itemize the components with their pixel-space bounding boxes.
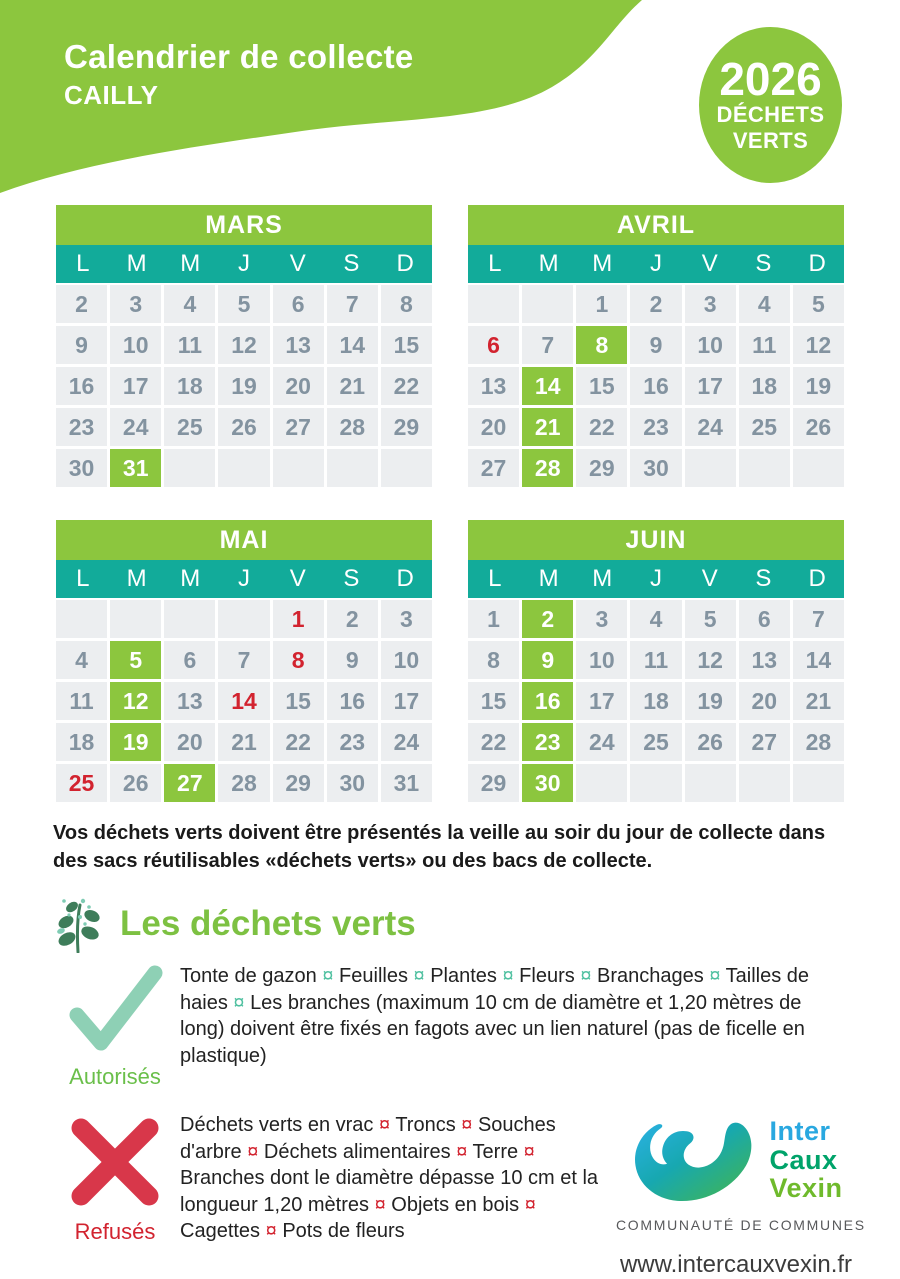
- list-item: Les branches (maximum 10 cm de diamètre et 1,20 mètres de long) doivent être fixés en fagots avec un lien naturel (pas de ficelle en plastique): [180, 991, 805, 1067]
- day-cell: 12: [793, 326, 844, 364]
- collection-day-cell: 21: [522, 408, 573, 446]
- day-cell: 8: [381, 285, 432, 323]
- empty-cell: [218, 600, 269, 638]
- day-cell: 18: [56, 723, 107, 761]
- day-cell: 13: [164, 682, 215, 720]
- refused-icon-column: [50, 1112, 180, 1245]
- day-cell: 7: [522, 326, 573, 364]
- logo-name-inter: Inter: [769, 1116, 831, 1147]
- day-cell: 25: [164, 408, 215, 446]
- day-cell: 19: [685, 682, 736, 720]
- day-cell: 5: [793, 285, 844, 323]
- website-url: www.intercauxvexin.fr: [619, 1251, 853, 1278]
- weekday-label: M: [592, 250, 613, 277]
- refused-label: Refusés: [74, 1219, 156, 1244]
- empty-cell: [793, 764, 844, 802]
- list-item: Fleurs: [519, 965, 575, 987]
- item-separator: ¤: [502, 965, 514, 987]
- day-cell: 17: [685, 367, 736, 405]
- day-cell: 7: [793, 600, 844, 638]
- day-cell: 20: [739, 682, 790, 720]
- list-item: Souches d'arbre: [180, 1114, 556, 1163]
- day-cell: 20: [468, 408, 519, 446]
- item-separator: ¤: [523, 1140, 535, 1163]
- day-cell: 8: [468, 641, 519, 679]
- logo-top: [616, 1112, 856, 1208]
- day-cell: 1: [468, 600, 519, 638]
- day-cell: 22: [273, 723, 324, 761]
- day-cell: 11: [630, 641, 681, 679]
- year-badge: [699, 27, 842, 183]
- day-cell: 20: [273, 367, 324, 405]
- intercauxvexin-logo-icon: [629, 1112, 759, 1208]
- day-cell: 10: [110, 326, 161, 364]
- weekday-label: M: [126, 250, 147, 277]
- day-cell: 17: [381, 682, 432, 720]
- day-cell: 10: [381, 641, 432, 679]
- weekday-label: V: [701, 250, 718, 277]
- notice-text: Vos déchets verts doivent être présentés la veille au soir du jour de collecte dans des sacs réutilisables «déchets verts» ou des bacs de collecte.: [53, 822, 826, 872]
- day-cell: 19: [793, 367, 844, 405]
- allowed-block: [50, 961, 900, 1090]
- day-cell: 18: [630, 682, 681, 720]
- day-cell: 27: [739, 723, 790, 761]
- day-cell: 19: [218, 367, 269, 405]
- day-cell: 13: [468, 367, 519, 405]
- day-cell: 11: [739, 326, 790, 364]
- day-cell: 28: [793, 723, 844, 761]
- day-cell: 23: [630, 408, 681, 446]
- empty-cell: [327, 449, 378, 487]
- item-separator: ¤: [456, 1140, 468, 1163]
- day-cell: 29: [468, 764, 519, 802]
- weekday-label: M: [538, 250, 559, 277]
- weekday-header: [468, 560, 844, 598]
- day-cell: 2: [56, 285, 107, 323]
- empty-cell: [793, 449, 844, 487]
- collection-day-cell: 30: [522, 764, 573, 802]
- weekday-label: S: [343, 250, 360, 277]
- badge-dechets: DÉCHETS: [716, 102, 825, 128]
- holiday-day-cell: 8: [273, 641, 324, 679]
- day-cell: 12: [218, 326, 269, 364]
- list-item: Cagettes: [180, 1220, 261, 1243]
- month-mai: [56, 520, 432, 802]
- item-separator: ¤: [461, 1114, 473, 1136]
- day-cell: 21: [793, 682, 844, 720]
- weekday-label: J: [237, 565, 250, 592]
- weekday-header: [56, 560, 432, 598]
- collection-day-cell: 5: [110, 641, 161, 679]
- empty-cell: [381, 449, 432, 487]
- item-separator: ¤: [247, 1140, 259, 1163]
- collection-day-cell: 31: [110, 449, 161, 487]
- day-cell: 14: [793, 641, 844, 679]
- day-cell: 25: [739, 408, 790, 446]
- day-cell: 5: [218, 285, 269, 323]
- month-grid: [56, 283, 432, 487]
- empty-cell: [739, 449, 790, 487]
- day-cell: 31: [381, 764, 432, 802]
- day-cell: 26: [793, 408, 844, 446]
- day-cell: 4: [164, 285, 215, 323]
- empty-cell: [739, 764, 790, 802]
- plant-sprig-icon: [52, 895, 104, 953]
- day-cell: 26: [218, 408, 269, 446]
- day-cell: 24: [576, 723, 627, 761]
- day-cell: 22: [468, 723, 519, 761]
- page-title: Calendrier de collecte: [64, 38, 414, 75]
- empty-cell: [56, 600, 107, 638]
- list-item: Branches dont le diamètre dépasse 10 cm et la longueur 1,20 mètres: [180, 1167, 599, 1216]
- collection-day-cell: 23: [522, 723, 573, 761]
- weekday-label: M: [180, 565, 201, 592]
- refused-block: [50, 1112, 900, 1279]
- day-cell: 10: [576, 641, 627, 679]
- allowed-icon-column: [50, 961, 180, 1090]
- day-cell: 3: [685, 285, 736, 323]
- day-cell: 3: [576, 600, 627, 638]
- collection-day-cell: 27: [164, 764, 215, 802]
- list-item: Tonte de gazon: [180, 965, 317, 987]
- empty-cell: [164, 600, 215, 638]
- cross-icon: [65, 1112, 165, 1212]
- month-grid: [56, 598, 432, 802]
- day-cell: 17: [110, 367, 161, 405]
- day-cell: 12: [685, 641, 736, 679]
- weekday-label: L: [76, 250, 90, 277]
- day-cell: 22: [576, 408, 627, 446]
- collection-day-cell: 14: [522, 367, 573, 405]
- empty-cell: [685, 449, 736, 487]
- day-cell: 9: [630, 326, 681, 364]
- day-cell: 29: [381, 408, 432, 446]
- day-cell: 15: [273, 682, 324, 720]
- refused-items: [180, 1112, 612, 1245]
- weekday-label: V: [701, 565, 718, 592]
- month-title: MARS: [56, 205, 432, 245]
- list-item: Troncs: [395, 1114, 456, 1136]
- weekday-label: D: [396, 250, 414, 277]
- section-title: Les déchets verts: [120, 904, 416, 943]
- day-cell: 16: [56, 367, 107, 405]
- allowed-label: Autorisés: [69, 1064, 161, 1089]
- day-cell: 23: [56, 408, 107, 446]
- day-cell: 10: [685, 326, 736, 364]
- month-avril: [468, 205, 844, 487]
- day-cell: 1: [576, 285, 627, 323]
- list-item: Terre: [472, 1140, 519, 1163]
- item-separator: ¤: [378, 1114, 391, 1136]
- weekday-label: M: [126, 565, 147, 592]
- checkmark-icon: [63, 961, 167, 1057]
- weekday-label: D: [396, 565, 414, 592]
- header-titles: [64, 38, 414, 111]
- month-grid: [468, 283, 844, 487]
- weekday-label: M: [180, 250, 201, 277]
- day-cell: 25: [630, 723, 681, 761]
- day-cell: 15: [381, 326, 432, 364]
- month-title: MAI: [56, 520, 432, 560]
- weekday-label: L: [488, 565, 502, 592]
- month-title: AVRIL: [468, 205, 844, 245]
- day-cell: 4: [56, 641, 107, 679]
- weekday-header: [468, 245, 844, 283]
- logo-block: [616, 1112, 866, 1279]
- day-cell: 28: [218, 764, 269, 802]
- item-separator: ¤: [524, 1193, 536, 1216]
- empty-cell: [468, 285, 519, 323]
- day-cell: 11: [164, 326, 215, 364]
- day-cell: 15: [468, 682, 519, 720]
- collection-day-cell: 2: [522, 600, 573, 638]
- weekday-header: [56, 245, 432, 283]
- day-cell: 6: [739, 600, 790, 638]
- month-juin: [468, 520, 844, 802]
- day-cell: 24: [685, 408, 736, 446]
- day-cell: 28: [327, 408, 378, 446]
- empty-cell: [576, 764, 627, 802]
- badge-verts: VERTS: [732, 128, 809, 153]
- day-cell: 29: [576, 449, 627, 487]
- allowed-items: [180, 961, 840, 1069]
- empty-cell: [630, 764, 681, 802]
- empty-cell: [164, 449, 215, 487]
- item-separator: ¤: [413, 965, 425, 987]
- day-cell: 9: [327, 641, 378, 679]
- day-cell: 4: [630, 600, 681, 638]
- day-cell: 27: [468, 449, 519, 487]
- logo-name-vexin: Vexin: [769, 1173, 843, 1204]
- list-item: Objets en bois: [391, 1193, 520, 1216]
- weekday-label: J: [649, 250, 662, 277]
- day-cell: 27: [273, 408, 324, 446]
- day-cell: 3: [381, 600, 432, 638]
- weekday-label: L: [488, 250, 502, 277]
- commune-name: CAILLY: [64, 80, 159, 110]
- weekday-label: S: [755, 250, 772, 277]
- day-cell: 30: [56, 449, 107, 487]
- weekday-label: S: [755, 565, 772, 592]
- day-cell: 13: [273, 326, 324, 364]
- day-cell: 16: [630, 367, 681, 405]
- day-cell: 15: [576, 367, 627, 405]
- empty-cell: [685, 764, 736, 802]
- day-cell: 24: [110, 408, 161, 446]
- day-cell: 13: [739, 641, 790, 679]
- day-cell: 23: [327, 723, 378, 761]
- holiday-day-cell: 25: [56, 764, 107, 802]
- day-cell: 18: [164, 367, 215, 405]
- calendars: [56, 205, 844, 802]
- day-cell: 20: [164, 723, 215, 761]
- list-item: Feuilles: [339, 965, 408, 987]
- item-separator: ¤: [233, 991, 245, 1014]
- collection-day-cell: 28: [522, 449, 573, 487]
- item-separator: ¤: [580, 965, 592, 987]
- item-separator: ¤: [265, 1220, 277, 1243]
- day-cell: 30: [630, 449, 681, 487]
- month-title: JUIN: [468, 520, 844, 560]
- weekday-label: M: [538, 565, 559, 592]
- weekday-label: D: [808, 250, 826, 277]
- day-cell: 2: [327, 600, 378, 638]
- item-separator: ¤: [322, 965, 334, 987]
- empty-cell: [218, 449, 269, 487]
- day-cell: 2: [630, 285, 681, 323]
- holiday-day-cell: 14: [218, 682, 269, 720]
- weekday-label: J: [237, 250, 250, 277]
- collection-day-cell: 8: [576, 326, 627, 364]
- day-cell: 3: [110, 285, 161, 323]
- collection-day-cell: 9: [522, 641, 573, 679]
- day-cell: 7: [218, 641, 269, 679]
- holiday-day-cell: 1: [273, 600, 324, 638]
- day-cell: 16: [327, 682, 378, 720]
- list-item: Déchets alimentaires: [263, 1140, 451, 1163]
- logo-name-caux: Caux: [769, 1144, 838, 1175]
- day-cell: 21: [327, 367, 378, 405]
- badge-year: 2026: [719, 53, 822, 106]
- list-item: Pots de fleurs: [282, 1220, 405, 1243]
- weekday-label: S: [343, 565, 360, 592]
- section-header: [52, 895, 900, 953]
- item-separator: ¤: [709, 965, 721, 987]
- list-item: Branchages: [597, 965, 704, 987]
- day-cell: 9: [56, 326, 107, 364]
- logo-wordmark: [769, 1117, 842, 1202]
- header: [0, 0, 900, 196]
- day-cell: 7: [327, 285, 378, 323]
- day-cell: 22: [381, 367, 432, 405]
- day-cell: 26: [110, 764, 161, 802]
- day-cell: 6: [273, 285, 324, 323]
- day-cell: 14: [327, 326, 378, 364]
- weekday-label: L: [76, 565, 90, 592]
- weekday-label: V: [289, 250, 306, 277]
- day-cell: 29: [273, 764, 324, 802]
- list-item: Tailles de haies: [180, 965, 810, 1014]
- empty-cell: [522, 285, 573, 323]
- day-cell: 21: [218, 723, 269, 761]
- day-cell: 5: [685, 600, 736, 638]
- day-cell: 18: [739, 367, 790, 405]
- day-cell: 6: [164, 641, 215, 679]
- item-separator: ¤: [374, 1193, 386, 1216]
- day-cell: 26: [685, 723, 736, 761]
- weekday-label: D: [808, 565, 826, 592]
- day-cell: 24: [381, 723, 432, 761]
- holiday-day-cell: 6: [468, 326, 519, 364]
- day-cell: 4: [739, 285, 790, 323]
- list-item: Plantes: [430, 965, 497, 987]
- month-grid: [468, 598, 844, 802]
- collection-day-cell: 12: [110, 682, 161, 720]
- day-cell: 11: [56, 682, 107, 720]
- month-mars: [56, 205, 432, 487]
- day-cell: 17: [576, 682, 627, 720]
- weekday-label: J: [649, 565, 662, 592]
- weekday-label: V: [289, 565, 306, 592]
- list-item: Déchets verts en vrac: [180, 1114, 374, 1136]
- weekday-label: M: [592, 565, 613, 592]
- collection-day-cell: 16: [522, 682, 573, 720]
- collection-day-cell: 19: [110, 723, 161, 761]
- empty-cell: [273, 449, 324, 487]
- logo-tagline: COMMUNAUTÉ DE COMMUNES: [616, 1217, 866, 1233]
- empty-cell: [110, 600, 161, 638]
- day-cell: 30: [327, 764, 378, 802]
